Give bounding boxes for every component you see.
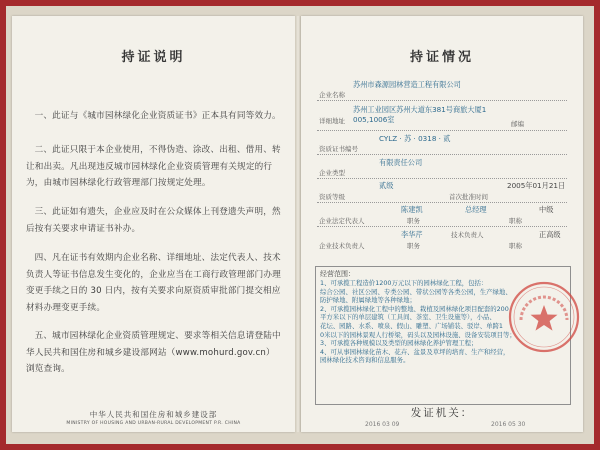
scope-line: 2、可承揽园林绿化工程中的整地、栽植及园林绿化项目配套的200 <box>320 304 509 313</box>
scope-line: 花坛、园路、水系、喷泉、假山、雕塑、广场铺装、驳岸、单跨1 <box>320 321 504 330</box>
grade-value: 贰级 <box>379 181 394 190</box>
scope-line: 防护绿地、附属绿地等各种绿地； <box>320 296 416 305</box>
legal-rep-duty: 总经理 <box>465 205 487 214</box>
divider <box>317 100 567 101</box>
left-page <box>12 16 295 432</box>
label-legal-rep: 企业法定代表人 <box>319 217 365 225</box>
scope-line: 4、可从事园林绿化苗木、花卉、盆景及草坪的培育、生产和经营， <box>320 347 510 356</box>
label-duty: 职务 <box>407 242 420 250</box>
note-3: 三、此证如有遗失，企业应及时在公众媒体上刊登遗失声明，然后按有关要求申请证书补办。 <box>26 207 281 234</box>
label-title: 职称 <box>509 217 522 225</box>
scope-line: 0米以下的园林景观人行桥梁，码头以及园林设施、设备安装项目等； <box>320 330 516 339</box>
note-4: 四、凡在证书有效期内企业名称、详细地址、法定代表人、技术负责人等证书信息发生变化的，企业应当在工商行政管理部门办理变更手续之日的 30 日内，按有关要求向原资质审批部门提交相应材料办理变更手续。 <box>26 253 282 313</box>
right-page-title: 持证情况 <box>409 50 474 65</box>
label-duty: 职务 <box>407 217 420 225</box>
tech-lead-name: 李华芹 <box>401 230 423 239</box>
ministry-name-en: MINISTRY OF HOUSING AND URBAN-RURAL DEVELOPMENT P.R. CHINA <box>66 421 241 426</box>
divider <box>317 154 567 155</box>
issue-date-end: 2016 05 30 <box>491 421 526 428</box>
scope-line: 园林绿化技术咨询和信息服务。 <box>320 356 410 365</box>
legal-rep-name: 陈建凯 <box>401 205 423 214</box>
scope-line: 综合公园、社区公园、专类公园、带状公园等各类公园，生产绿地、 <box>320 287 512 296</box>
divider <box>317 226 567 227</box>
label-company-type: 企业类型 <box>319 169 345 177</box>
label-tech-lead-company: 企业技术负责人 <box>319 242 365 250</box>
note-2: 二、此证只限于本企业使用，不得伪造、涂改、出租、借用、转让和出卖。凡出现违反城市园林绿化企业资质管理有关规定的行为，由城市园林绿化行政管理部门按规定处理。 <box>26 145 281 188</box>
label-address: 详细地址 <box>319 117 345 125</box>
note-1: 一、此证与《城市园林绿化企业资质证书》正本具有同等效力。 <box>34 111 281 121</box>
address-line-1: 苏州工业园区苏州大道东381号商旅大厦1 <box>353 105 487 114</box>
tech-lead-title: 正高级 <box>539 230 561 239</box>
label-company-name: 企业名称 <box>319 91 345 99</box>
ministry-name: 中华人民共和国住房和城乡建设部 <box>89 410 218 419</box>
label-grade: 资质等级 <box>319 193 345 201</box>
left-page-title: 持证说明 <box>121 50 186 65</box>
scope-line: 3、可承揽各种规模以及类型的园林绿化养护管理工程； <box>320 339 478 348</box>
label-tech-person: 技术负责人 <box>451 231 484 239</box>
right-page <box>301 16 583 432</box>
address-line-2: 005,1006室 <box>353 115 395 124</box>
label-title: 职称 <box>509 242 522 250</box>
divider <box>317 178 567 179</box>
company-name-value: 苏州市森源园林营造工程有限公司 <box>353 80 461 89</box>
label-cert-number: 资质证书编号 <box>319 145 358 153</box>
label-first-approval: 首次批准时间 <box>449 193 488 201</box>
issuing-authority-label: 发证机关： <box>410 407 474 419</box>
scope-line: 平方米以下的单层建筑（工具间、茶室、卫生设施等），小品、 <box>320 313 496 322</box>
business-scope-label: 经营范围： <box>320 270 355 278</box>
first-approval-date: 2005年01月21日 <box>507 181 566 190</box>
note-5: 五、城市园林绿化企业资质管理规定、要求等相关信息请登陆中华人民共和国住房和城乡建设部网站（www.mohurd.gov.cn）浏览查询。 <box>26 331 281 374</box>
company-type-value: 有限责任公司 <box>379 158 423 167</box>
issue-date-start: 2016 03 09 <box>365 421 400 428</box>
label-postcode: 邮编 <box>511 120 524 128</box>
legal-rep-title: 中级 <box>539 205 554 214</box>
scope-line: 1、可承揽工程造价1200万元以下的园林绿化工程，包括： <box>320 279 488 287</box>
cert-number-value: CYLZ · 苏 · 0318 · 贰 <box>379 134 451 143</box>
divider <box>317 130 567 131</box>
divider <box>317 202 567 203</box>
official-seal-stamp <box>507 280 581 354</box>
